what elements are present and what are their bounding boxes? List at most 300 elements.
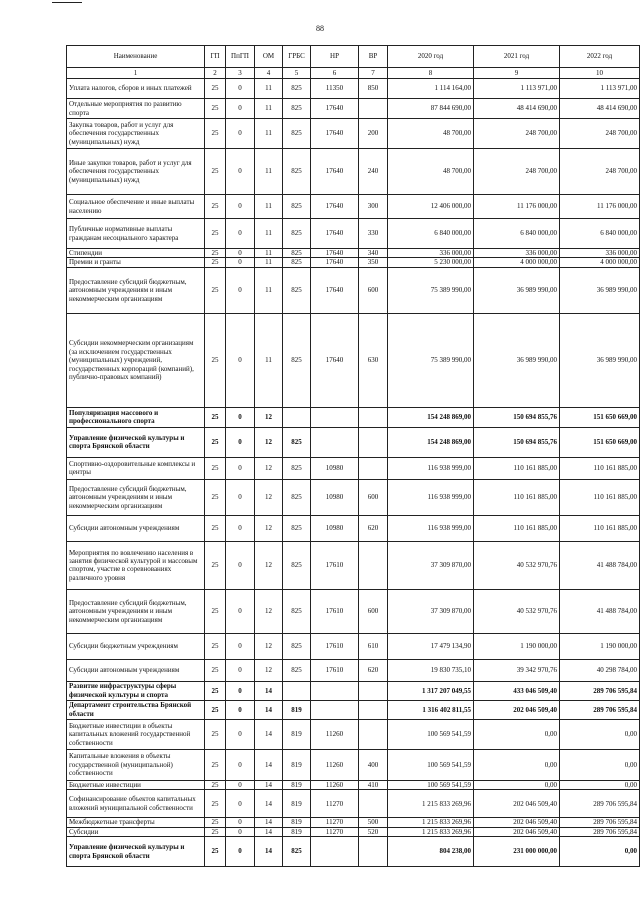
cell-name: Предоставление субсидий бюджетным, автономным учреждениям и иным некоммерческим организациям xyxy=(67,479,205,515)
cell-2021: 0,00 xyxy=(474,780,560,789)
cell-gp: 25 xyxy=(205,149,226,195)
cell-vr: 410 xyxy=(359,780,388,789)
cell-om: 12 xyxy=(255,407,283,427)
cell-2020: 48 700,00 xyxy=(388,119,474,149)
cell-vr: 330 xyxy=(359,219,388,249)
cell-nr: 17640 xyxy=(311,267,359,313)
cell-2022: 0,00 xyxy=(560,780,640,789)
cell-name: Популяризация массового и профессионального спорта xyxy=(67,407,205,427)
cell-ppgp: 0 xyxy=(226,149,255,195)
cell-2022: 289 706 595,84 xyxy=(560,790,640,818)
cell-gp: 25 xyxy=(205,79,226,99)
cell-nr: 11270 xyxy=(311,827,359,836)
cell-nr: 17610 xyxy=(311,659,359,681)
cell-om: 14 xyxy=(255,837,283,867)
cell-2021: 4 000 000,00 xyxy=(474,258,560,267)
cell-2022: 289 706 595,84 xyxy=(560,818,640,827)
cell-om: 14 xyxy=(255,749,283,780)
cell-ppgp: 0 xyxy=(226,681,255,700)
cell-2021: 1 113 971,00 xyxy=(474,79,560,99)
cell-grbs xyxy=(283,681,311,700)
column-number: 7 xyxy=(359,68,388,79)
cell-vr xyxy=(359,790,388,818)
cell-om: 12 xyxy=(255,427,283,457)
cell-grbs: 819 xyxy=(283,790,311,818)
cell-grbs: 825 xyxy=(283,195,311,219)
cell-name: Отдельные мероприятия по развитию спорта xyxy=(67,99,205,119)
cell-name: Спортивно-оздоровительные комплексы и центры xyxy=(67,457,205,479)
table-row xyxy=(67,633,640,659)
cell-ppgp: 0 xyxy=(226,700,255,719)
cell-name: Социальное обеспечение и иные выплаты населению xyxy=(67,195,205,219)
cell-2021: 110 161 885,00 xyxy=(474,515,560,541)
table-row xyxy=(67,313,640,407)
cell-om: 11 xyxy=(255,79,283,99)
cell-2022: 0,00 xyxy=(560,837,640,867)
table-row xyxy=(67,827,640,836)
cell-om: 11 xyxy=(255,219,283,249)
cell-2021: 11 176 000,00 xyxy=(474,195,560,219)
cell-2021: 202 046 509,40 xyxy=(474,700,560,719)
cell-nr xyxy=(311,407,359,427)
column-number: 8 xyxy=(388,68,474,79)
cell-2021: 248 700,00 xyxy=(474,149,560,195)
cell-name: Департамент строительства Брянской области xyxy=(67,700,205,719)
cell-gp: 25 xyxy=(205,700,226,719)
cell-2022: 289 706 595,84 xyxy=(560,827,640,836)
cell-2021: 336 000,00 xyxy=(474,249,560,258)
cell-2020: 37 309 870,00 xyxy=(388,589,474,633)
cell-2020: 37 309 870,00 xyxy=(388,541,474,589)
cell-name: Субсидии некоммерческим организациям (за исключением государственных (муниципальных) учреждений, государственных корпораций (компаний), публично-правовых компаний) xyxy=(67,313,205,407)
cell-gp: 25 xyxy=(205,219,226,249)
cell-nr: 17610 xyxy=(311,633,359,659)
cell-2021: 231 000 000,00 xyxy=(474,837,560,867)
table-row xyxy=(67,790,640,818)
cell-nr: 11260 xyxy=(311,719,359,749)
cell-name: Капитальные вложения в объекты государственной (муниципальной) собственности xyxy=(67,749,205,780)
cell-om: 12 xyxy=(255,515,283,541)
cell-2021: 36 989 990,00 xyxy=(474,313,560,407)
cell-name: Премии и гранты xyxy=(67,258,205,267)
column-number: 3 xyxy=(226,68,255,79)
cell-gp: 25 xyxy=(205,790,226,818)
cell-vr: 300 xyxy=(359,195,388,219)
cell-nr: 17640 xyxy=(311,219,359,249)
budget-table xyxy=(66,45,640,867)
cell-2021: 202 046 509,40 xyxy=(474,827,560,836)
cell-ppgp: 0 xyxy=(226,589,255,633)
cell-nr: 10980 xyxy=(311,479,359,515)
column-number: 6 xyxy=(311,68,359,79)
cell-nr: 10980 xyxy=(311,457,359,479)
cell-name: Субсидии автономным учреждениям xyxy=(67,515,205,541)
cell-2020: 1 114 164,00 xyxy=(388,79,474,99)
cell-2022: 248 700,00 xyxy=(560,149,640,195)
cell-2020: 1 215 833 269,96 xyxy=(388,818,474,827)
cell-2022: 1 190 000,00 xyxy=(560,633,640,659)
cell-om: 11 xyxy=(255,258,283,267)
cell-ppgp: 0 xyxy=(226,407,255,427)
cell-grbs: 819 xyxy=(283,780,311,789)
cell-om: 11 xyxy=(255,99,283,119)
cell-2021: 40 532 970,76 xyxy=(474,589,560,633)
column-number: 5 xyxy=(283,68,311,79)
cell-gp: 25 xyxy=(205,457,226,479)
table-row xyxy=(67,589,640,633)
table-row xyxy=(67,749,640,780)
table-row xyxy=(67,119,640,149)
header-2020: 2020 год xyxy=(388,46,474,68)
cell-vr: 630 xyxy=(359,313,388,407)
cell-vr: 600 xyxy=(359,267,388,313)
cell-name: Публичные нормативные выплаты гражданам несоциального характера xyxy=(67,219,205,249)
cell-2020: 19 830 735,10 xyxy=(388,659,474,681)
cell-ppgp: 0 xyxy=(226,457,255,479)
cell-vr: 520 xyxy=(359,827,388,836)
cell-gp: 25 xyxy=(205,119,226,149)
cell-nr: 17640 xyxy=(311,195,359,219)
cell-om: 12 xyxy=(255,541,283,589)
cell-2020: 804 238,00 xyxy=(388,837,474,867)
table-row xyxy=(67,780,640,789)
cell-om: 14 xyxy=(255,719,283,749)
cell-om: 14 xyxy=(255,827,283,836)
cell-ppgp: 0 xyxy=(226,258,255,267)
cell-grbs: 819 xyxy=(283,700,311,719)
cell-vr xyxy=(359,99,388,119)
cell-grbs: 819 xyxy=(283,719,311,749)
cell-om: 12 xyxy=(255,633,283,659)
cell-2022: 41 488 784,00 xyxy=(560,541,640,589)
cell-ppgp: 0 xyxy=(226,633,255,659)
cell-vr: 200 xyxy=(359,119,388,149)
cell-name: Развитие инфраструктуры сферы физической культуры и спорта xyxy=(67,681,205,700)
cell-2021: 48 414 690,00 xyxy=(474,99,560,119)
cell-2020: 1 317 207 049,55 xyxy=(388,681,474,700)
cell-gp: 25 xyxy=(205,818,226,827)
table-header xyxy=(67,46,640,79)
cell-gp: 25 xyxy=(205,827,226,836)
header-row xyxy=(67,46,640,68)
cell-nr: 11350 xyxy=(311,79,359,99)
cell-name: Субсидии автономным учреждениям xyxy=(67,659,205,681)
cell-om: 12 xyxy=(255,659,283,681)
cell-om: 14 xyxy=(255,681,283,700)
cell-2022: 151 650 669,00 xyxy=(560,407,640,427)
cell-vr xyxy=(359,700,388,719)
cell-grbs: 819 xyxy=(283,818,311,827)
cell-grbs: 825 xyxy=(283,515,311,541)
cell-nr: 17640 xyxy=(311,119,359,149)
cell-2020: 5 230 000,00 xyxy=(388,258,474,267)
cell-grbs: 825 xyxy=(283,79,311,99)
cell-om: 14 xyxy=(255,790,283,818)
cell-name: Уплата налогов, сборов и иных платежей xyxy=(67,79,205,99)
table-row xyxy=(67,149,640,195)
header-vr: ВР xyxy=(359,46,388,68)
table-row xyxy=(67,719,640,749)
cell-2020: 100 569 541,59 xyxy=(388,719,474,749)
cell-2021: 433 046 509,40 xyxy=(474,681,560,700)
cell-vr xyxy=(359,457,388,479)
table-row xyxy=(67,541,640,589)
cell-grbs: 825 xyxy=(283,633,311,659)
cell-gp: 25 xyxy=(205,681,226,700)
cell-name: Управление физической культуры и спорта Брянской области xyxy=(67,837,205,867)
cell-ppgp: 0 xyxy=(226,790,255,818)
cell-2021: 202 046 509,40 xyxy=(474,818,560,827)
table-row xyxy=(67,515,640,541)
cell-2022: 48 414 690,00 xyxy=(560,99,640,119)
cell-nr: 17640 xyxy=(311,313,359,407)
cell-2021: 36 989 990,00 xyxy=(474,267,560,313)
cell-om: 14 xyxy=(255,700,283,719)
cell-2022: 41 488 784,00 xyxy=(560,589,640,633)
cell-grbs: 825 xyxy=(283,249,311,258)
cell-gp: 25 xyxy=(205,515,226,541)
cell-name: Управление физической культуры и спорта Брянской области xyxy=(67,427,205,457)
cell-nr: 17640 xyxy=(311,99,359,119)
cell-ppgp: 0 xyxy=(226,313,255,407)
column-number: 10 xyxy=(560,68,640,79)
cell-grbs: 825 xyxy=(283,313,311,407)
cell-2020: 154 248 869,00 xyxy=(388,407,474,427)
cell-2020: 100 569 541,59 xyxy=(388,780,474,789)
cell-grbs: 825 xyxy=(283,267,311,313)
cell-name: Софинансирование объектов капитальных вложений муниципальной собственности xyxy=(67,790,205,818)
cell-gp: 25 xyxy=(205,780,226,789)
cell-ppgp: 0 xyxy=(226,219,255,249)
cell-2020: 116 938 999,00 xyxy=(388,457,474,479)
cell-grbs: 825 xyxy=(283,219,311,249)
table-row xyxy=(67,249,640,258)
cell-gp: 25 xyxy=(205,659,226,681)
cell-nr: 11260 xyxy=(311,749,359,780)
cell-gp: 25 xyxy=(205,479,226,515)
cell-2021: 248 700,00 xyxy=(474,119,560,149)
cell-ppgp: 0 xyxy=(226,99,255,119)
table-row xyxy=(67,267,640,313)
cell-gp: 25 xyxy=(205,719,226,749)
cell-gp: 25 xyxy=(205,99,226,119)
cell-om: 11 xyxy=(255,313,283,407)
cell-om: 14 xyxy=(255,780,283,789)
cell-2022: 11 176 000,00 xyxy=(560,195,640,219)
table-row xyxy=(67,837,640,867)
cell-grbs: 825 xyxy=(283,119,311,149)
cell-grbs: 825 xyxy=(283,258,311,267)
table-row xyxy=(67,659,640,681)
cell-ppgp: 0 xyxy=(226,780,255,789)
cell-vr: 620 xyxy=(359,515,388,541)
cell-vr: 500 xyxy=(359,818,388,827)
cell-ppgp: 0 xyxy=(226,267,255,313)
cell-gp: 25 xyxy=(205,427,226,457)
cell-grbs: 825 xyxy=(283,99,311,119)
cell-gp: 25 xyxy=(205,589,226,633)
cell-2020: 116 938 999,00 xyxy=(388,515,474,541)
header-2021: 2021 год xyxy=(474,46,560,68)
cell-2021: 6 840 000,00 xyxy=(474,219,560,249)
table-row xyxy=(67,99,640,119)
page-number: 88 xyxy=(316,24,324,33)
cell-2020: 336 000,00 xyxy=(388,249,474,258)
cell-2021: 0,00 xyxy=(474,749,560,780)
cell-vr: 600 xyxy=(359,589,388,633)
cell-ppgp: 0 xyxy=(226,79,255,99)
cell-vr: 600 xyxy=(359,479,388,515)
cell-grbs: 825 xyxy=(283,589,311,633)
cell-vr: 350 xyxy=(359,258,388,267)
cell-ppgp: 0 xyxy=(226,719,255,749)
cell-grbs: 825 xyxy=(283,659,311,681)
cell-2020: 154 248 869,00 xyxy=(388,427,474,457)
cell-ppgp: 0 xyxy=(226,479,255,515)
cell-2021: 110 161 885,00 xyxy=(474,479,560,515)
cell-nr: 11270 xyxy=(311,790,359,818)
header-2022: 2022 год xyxy=(560,46,640,68)
cell-2022: 0,00 xyxy=(560,749,640,780)
cell-ppgp: 0 xyxy=(226,541,255,589)
cell-grbs: 825 xyxy=(283,479,311,515)
cell-vr xyxy=(359,407,388,427)
cell-2020: 1 215 833 269,96 xyxy=(388,827,474,836)
column-number-row xyxy=(67,68,640,79)
cell-gp: 25 xyxy=(205,267,226,313)
cell-ppgp: 0 xyxy=(226,659,255,681)
cell-2020: 17 479 134,90 xyxy=(388,633,474,659)
cell-nr: 11260 xyxy=(311,780,359,789)
cell-name: Стипендии xyxy=(67,249,205,258)
cell-ppgp: 0 xyxy=(226,427,255,457)
cell-om: 11 xyxy=(255,119,283,149)
cell-ppgp: 0 xyxy=(226,195,255,219)
cell-2022: 110 161 885,00 xyxy=(560,479,640,515)
cell-om: 12 xyxy=(255,457,283,479)
cell-name: Бюджетные инвестиции в объекты капитальных вложений государственной собственности xyxy=(67,719,205,749)
table-row xyxy=(67,407,640,427)
cell-nr: 11270 xyxy=(311,818,359,827)
cell-2020: 75 389 990,00 xyxy=(388,267,474,313)
cell-ppgp: 0 xyxy=(226,749,255,780)
cell-name: Субсидии бюджетным учреждениям xyxy=(67,633,205,659)
column-number: 1 xyxy=(67,68,205,79)
cell-om: 11 xyxy=(255,149,283,195)
cell-ppgp: 0 xyxy=(226,249,255,258)
cell-vr: 400 xyxy=(359,749,388,780)
header-ppgp: ПпГП xyxy=(226,46,255,68)
cell-vr xyxy=(359,719,388,749)
cell-2022: 151 650 669,00 xyxy=(560,427,640,457)
cell-om: 11 xyxy=(255,195,283,219)
table-row xyxy=(67,457,640,479)
cell-vr: 620 xyxy=(359,659,388,681)
table-row xyxy=(67,818,640,827)
table-row xyxy=(67,79,640,99)
cell-name: Субсидии xyxy=(67,827,205,836)
table-row xyxy=(67,195,640,219)
cell-2022: 289 706 595,84 xyxy=(560,681,640,700)
cell-2022: 1 113 971,00 xyxy=(560,79,640,99)
cell-gp: 25 xyxy=(205,633,226,659)
cell-2021: 150 694 855,76 xyxy=(474,407,560,427)
cell-grbs: 819 xyxy=(283,749,311,780)
cell-nr xyxy=(311,837,359,867)
cell-2020: 1 215 833 269,96 xyxy=(388,790,474,818)
cell-2022: 336 000,00 xyxy=(560,249,640,258)
cell-2020: 48 700,00 xyxy=(388,149,474,195)
table-row xyxy=(67,258,640,267)
cell-2020: 100 569 541,59 xyxy=(388,749,474,780)
cell-2022: 289 706 595,84 xyxy=(560,700,640,719)
header-name: Наименование xyxy=(67,46,205,68)
cell-name: Закупка товаров, работ и услуг для обеспечения государственных (муниципальных) нужд xyxy=(67,119,205,149)
cell-grbs xyxy=(283,407,311,427)
cell-gp: 25 xyxy=(205,837,226,867)
cell-ppgp: 0 xyxy=(226,818,255,827)
cell-2021: 40 532 970,76 xyxy=(474,541,560,589)
table-row xyxy=(67,427,640,457)
column-number: 4 xyxy=(255,68,283,79)
cell-2020: 116 938 999,00 xyxy=(388,479,474,515)
cell-nr: 17640 xyxy=(311,149,359,195)
cell-2022: 40 298 784,00 xyxy=(560,659,640,681)
cell-nr: 10980 xyxy=(311,515,359,541)
cell-om: 11 xyxy=(255,249,283,258)
cell-grbs: 825 xyxy=(283,149,311,195)
cell-2022: 110 161 885,00 xyxy=(560,457,640,479)
cell-2022: 0,00 xyxy=(560,719,640,749)
cell-vr: 850 xyxy=(359,79,388,99)
cell-2022: 110 161 885,00 xyxy=(560,515,640,541)
cell-gp: 25 xyxy=(205,407,226,427)
top-rule xyxy=(52,2,82,3)
cell-gp: 25 xyxy=(205,249,226,258)
header-gp: ГП xyxy=(205,46,226,68)
table-row xyxy=(67,700,640,719)
cell-ppgp: 0 xyxy=(226,827,255,836)
cell-vr xyxy=(359,427,388,457)
cell-om: 11 xyxy=(255,267,283,313)
header-grbs: ГРБС xyxy=(283,46,311,68)
cell-2022: 248 700,00 xyxy=(560,119,640,149)
cell-grbs: 819 xyxy=(283,827,311,836)
cell-nr xyxy=(311,681,359,700)
cell-nr: 17610 xyxy=(311,541,359,589)
table-row xyxy=(67,681,640,700)
cell-ppgp: 0 xyxy=(226,837,255,867)
cell-2021: 150 694 855,76 xyxy=(474,427,560,457)
table-body xyxy=(67,79,640,867)
cell-vr: 610 xyxy=(359,633,388,659)
column-number: 2 xyxy=(205,68,226,79)
cell-2022: 6 840 000,00 xyxy=(560,219,640,249)
cell-2020: 75 389 990,00 xyxy=(388,313,474,407)
cell-name: Мероприятия по вовлечению населения в занятия физической культурой и массовым спортом, участие в соревнованиях различного уровня xyxy=(67,541,205,589)
cell-nr: 17610 xyxy=(311,589,359,633)
cell-name: Иные закупки товаров, работ и услуг для обеспечения государственных (муниципальных) нужд xyxy=(67,149,205,195)
cell-gp: 25 xyxy=(205,541,226,589)
cell-grbs: 825 xyxy=(283,837,311,867)
cell-2020: 12 406 000,00 xyxy=(388,195,474,219)
column-number: 9 xyxy=(474,68,560,79)
cell-om: 12 xyxy=(255,589,283,633)
cell-2021: 1 190 000,00 xyxy=(474,633,560,659)
cell-nr xyxy=(311,700,359,719)
cell-nr: 17640 xyxy=(311,258,359,267)
cell-2022: 36 989 990,00 xyxy=(560,313,640,407)
